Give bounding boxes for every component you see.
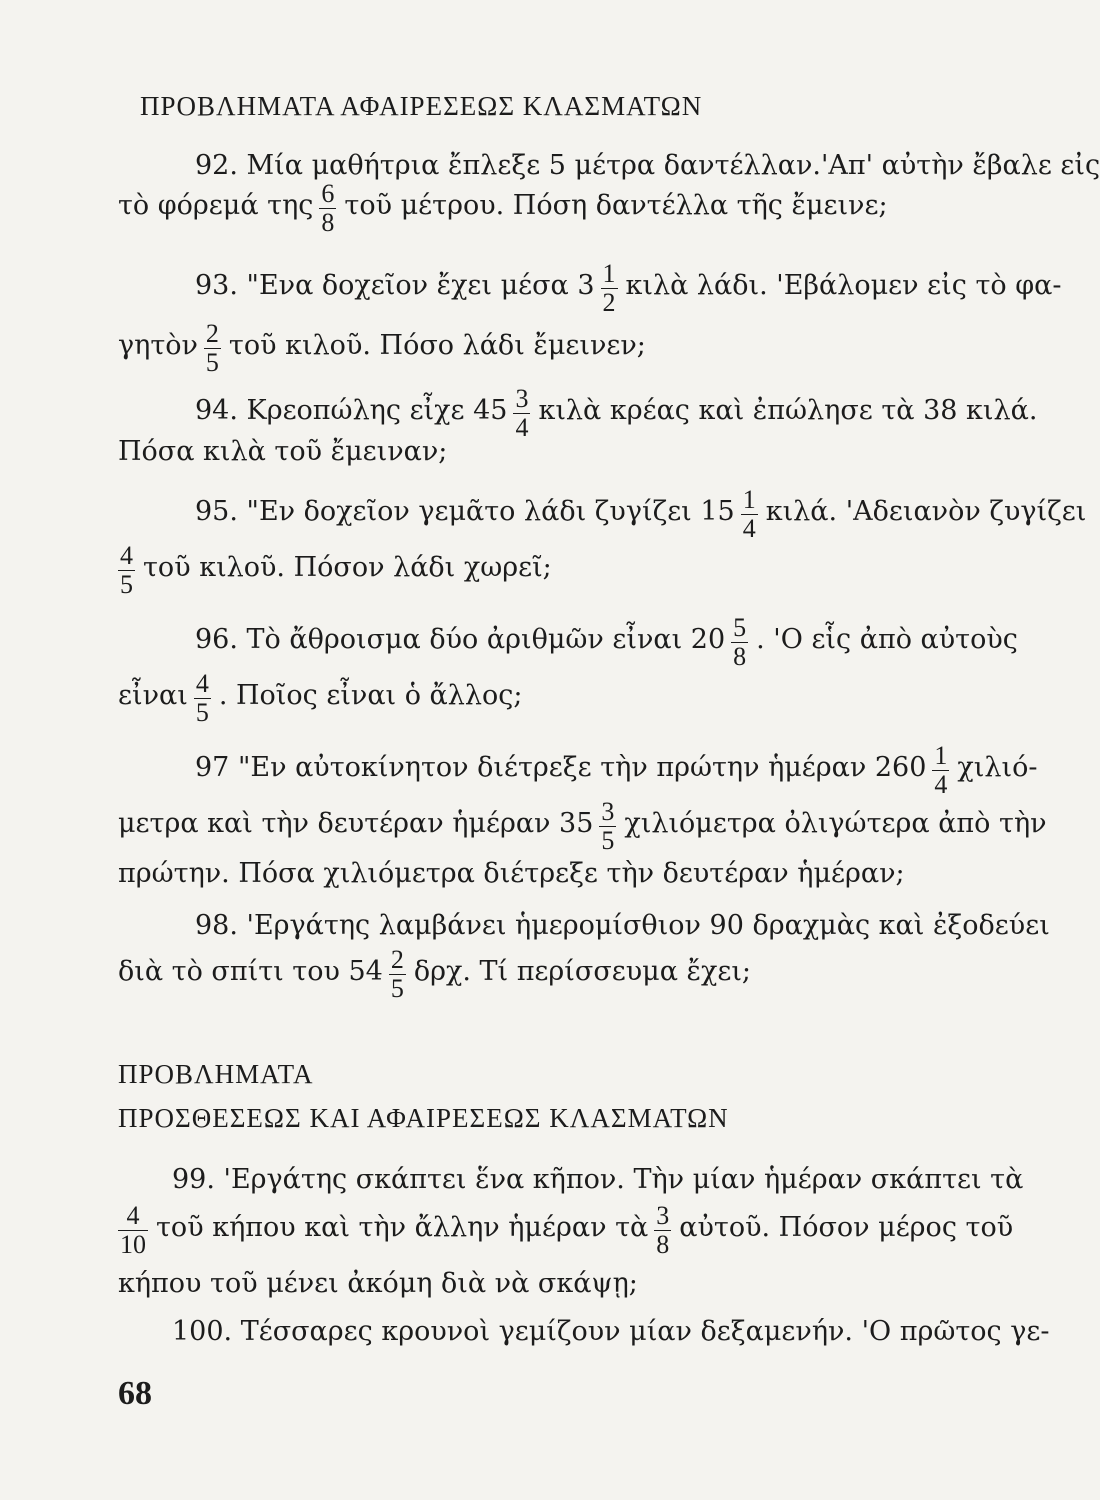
problem-99-line-2: $\frac{4}{10}$ τοῦ κήπου καὶ τὴν ἄλλην ἡμέραν τὰ $\frac{3}{8}$ αὐτοῦ. Πόσον μέρος τοῦ [120,1201,1014,1259]
problem-96-line-1: 96. Τὸ ἄθροισμα δύο ἀριθμῶν εἶναι 20 $\frac{5}{8}$ . 'Ο εἷς ἀπὸ αὐτοὺς [195,613,1018,671]
fraction: $\frac{4}{10}$ [120,1201,146,1259]
problem-93-line-2: γητὸν $\frac{2}{5}$ τοῦ κιλοῦ. Πόσο λάδι ἔμεινεν; [118,319,646,377]
problem-94-line-1: 94. Κρεοπώλης εἶχε 45 $\frac{3}{4}$ κιλὰ κρέας καὶ ἐπώλησε τὰ 38 κιλά. [195,384,1038,442]
problem-93-line-1: 93. "Ενα δοχεῖον ἔχει μέσα 3 $\frac{1}{2}$ κιλὰ λάδι. 'Εβάλομεν εἰς τὸ φα- [195,259,1062,317]
fraction: $\frac{3}{5}$ [601,797,615,855]
problem-98-line-1: 98. 'Εργάτης λαμβάνει ἡμερομίσθιον 90 δραχμὰς καὶ ἐξοδεύει [195,910,1050,941]
section-heading-1: ΠΡΟΒΛΗΜΑΤΑ [118,1059,314,1089]
problem-92-line-1: 92. Μία μαθήτρια ἔπλεξε 5 μέτρα δαντέλλαν.'Απ' αὐτὴν ἔβαλε εἰς [195,150,1100,181]
fraction: $\frac{3}{4}$ [515,384,529,442]
fraction: $\frac{4}{5}$ [195,669,209,727]
problem-98-line-2: διὰ τὸ σπίτι του 54 $\frac{2}{5}$ δρχ. Τί περίσσευμα ἔχει; [118,945,752,1003]
fraction: $\frac{2}{5}$ [205,319,219,377]
fraction: $\frac{1}{4}$ [742,485,756,543]
problem-95-line-2: $\frac{4}{5}$ τοῦ κιλοῦ. Πόσον λάδι χωρεῖ; [120,541,552,599]
fraction: $\frac{6}{8}$ [321,179,335,237]
problem-97-line-1: 97 "Εν αὐτοκίνητον διέτρεξε τὴν πρώτην ἡμέραν 260 $\frac{1}{4}$ χιλιό- [195,741,1038,799]
problem-97-line-3: πρώτην. Πόσα χιλιόμετρα διέτρεξε τὴν δευτέραν ἡμέραν; [118,858,905,889]
problem-94-line-2: Πόσα κιλὰ τοῦ ἔμειναν; [118,436,448,467]
fraction: $\frac{5}{8}$ [733,613,747,671]
problem-96-line-2: εἶναι $\frac{4}{5}$ . Ποῖος εἶναι ὁ ἄλλος; [118,669,523,727]
problem-95-line-1: 95. "Εν δοχεῖον γεμᾶτο λάδι ζυγίζει 15 $\frac{1}{4}$ κιλά. 'Αδειανὸν ζυγίζει [195,485,1087,543]
problem-97-line-2: μετρα καὶ τὴν δευτέραν ἡμέραν 35 $\frac{3}{5}$ χιλιόμετρα ὀλιγώτερα ἀπὸ τὴν [118,797,1047,855]
fraction: $\frac{3}{8}$ [656,1201,670,1259]
problem-92-line-2: τὸ φόρεμά της $\frac{6}{8}$ τοῦ μέτρου. Πόση δαντέλλα τῆς ἔμεινε; [118,179,888,237]
problem-100-line-1: 100. Τέσσαρες κρουνοὶ γεμίζουν μίαν δεξαμενήν. 'Ο πρῶτος γε- [172,1316,1050,1347]
section-heading-subtraction: ΠΡΟΒΛΗΜΑΤΑ ΑΦΑΙΡΕΣΕΩΣ ΚΛΑΣΜΑΤΩΝ [140,91,703,121]
fraction: $\frac{2}{5}$ [390,945,404,1003]
section-heading-2: ΠΡΟΣΘΕΣΕΩΣ ΚΑΙ ΑΦΑΙΡΕΣΕΩΣ ΚΛΑΣΜΑΤΩΝ [118,1103,729,1133]
fraction: $\frac{4}{5}$ [120,541,133,599]
problem-99-line-1: 99. 'Εργάτης σκάπτει ἕνα κῆπον. Τὴν μίαν ἡμέραν σκάπτει τὰ [172,1164,1024,1195]
page-number: 68 [118,1375,152,1412]
fraction: $\frac{1}{4}$ [934,741,948,799]
fraction: $\frac{1}{2}$ [602,259,616,317]
problem-99-line-3: κήπου τοῦ μένει ἀκόμη διὰ νὰ σκάψῃ; [118,1268,638,1299]
